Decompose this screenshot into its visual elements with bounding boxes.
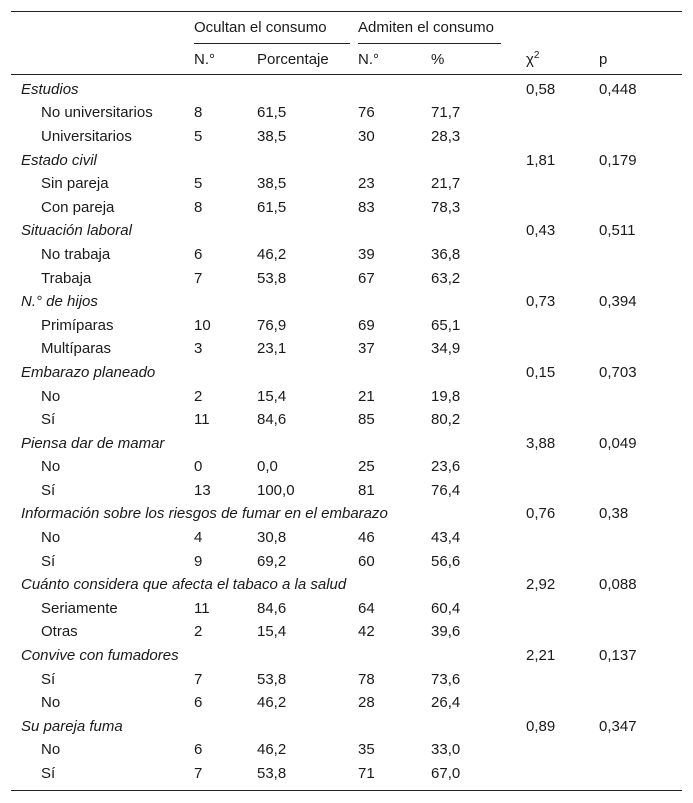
porcentaje-ocultan: 38,5: [257, 175, 287, 193]
row-label: Primíparas: [41, 316, 114, 334]
n-admiten: 30: [358, 127, 375, 145]
chi2-value: 3,88: [526, 434, 556, 452]
pct-admiten: 56,6: [431, 552, 461, 570]
porcentaje-ocultan: 0,0: [257, 458, 278, 476]
table-row: [11, 267, 682, 291]
pct-admiten: 26,4: [431, 694, 461, 712]
table-row: [11, 102, 682, 126]
n-ocultan: 2: [194, 623, 203, 641]
n-ocultan: 2: [194, 387, 203, 405]
table-row: [11, 621, 682, 645]
pct-admiten: 71,7: [431, 104, 461, 122]
p-value: 0,347: [599, 717, 637, 735]
n-admiten: 64: [358, 599, 375, 617]
p-value: 0,049: [599, 434, 637, 452]
row-label: Seriamente: [41, 599, 118, 617]
row-label: Sí: [41, 552, 56, 570]
row-label: Otras: [41, 623, 78, 641]
n-admiten: 85: [358, 411, 375, 429]
table-row: [11, 762, 682, 786]
col-header-n1: N.°: [194, 44, 257, 75]
pct-admiten: 60,4: [431, 599, 461, 617]
chi2-value: 0,73: [526, 293, 556, 311]
category-row: [11, 220, 682, 244]
row-label: Sin pareja: [41, 175, 109, 193]
table-row: [11, 526, 682, 550]
n-admiten: 78: [358, 670, 375, 688]
row-label: Situación laboral: [21, 222, 132, 240]
table-row: [11, 668, 682, 692]
p-value: 0,511: [599, 222, 636, 240]
table-body: [11, 75, 682, 786]
col-header-n2: N.°: [358, 44, 431, 75]
category-row: [11, 644, 682, 668]
porcentaje-ocultan: 46,2: [257, 741, 287, 759]
porcentaje-ocultan: 76,9: [257, 316, 287, 334]
p-value: 0,179: [599, 151, 637, 169]
porcentaje-ocultan: 100,0: [257, 481, 295, 499]
chi2-value: 0,15: [526, 363, 556, 381]
row-label: Universitarios: [41, 127, 132, 145]
n-ocultan: 7: [194, 670, 203, 688]
category-row: [11, 149, 682, 173]
n-admiten: 83: [358, 198, 375, 216]
group-header-admiten: Admiten el consumo: [358, 19, 494, 36]
porcentaje-ocultan: 84,6: [257, 411, 287, 429]
n-ocultan: 13: [194, 481, 211, 499]
col-header-pct: %: [431, 44, 526, 75]
chi2-value: 2,21: [526, 647, 556, 665]
n-ocultan: 11: [194, 411, 210, 429]
table-header: [11, 12, 682, 75]
porcentaje-ocultan: 53,8: [257, 670, 287, 688]
row-label: No: [41, 741, 61, 759]
row-label: Piensa dar de mamar: [21, 434, 165, 452]
row-label: Sí: [41, 670, 56, 688]
porcentaje-ocultan: 53,8: [257, 765, 287, 783]
table-row: [11, 550, 682, 574]
table-container: [11, 11, 682, 786]
pct-admiten: 21,7: [431, 175, 461, 193]
pct-admiten: 28,3: [431, 127, 461, 145]
pct-admiten: 19,8: [431, 387, 461, 405]
table-row: [11, 456, 682, 480]
chi2-value: 0,76: [526, 505, 556, 523]
row-label: N.° de hijos: [21, 293, 98, 311]
pct-admiten: 39,6: [431, 623, 461, 641]
row-label: Cuánto considera que afecta el tabaco a la salud: [21, 576, 347, 594]
n-admiten: 76: [358, 104, 375, 122]
category-row: [11, 290, 682, 314]
row-label: Su pareja fuma: [21, 717, 123, 735]
p-value: 0,448: [599, 80, 637, 98]
n-admiten: 60: [358, 552, 375, 570]
category-row: [11, 715, 682, 739]
n-admiten: 71: [358, 765, 375, 783]
n-ocultan: 3: [194, 340, 203, 358]
n-admiten: 81: [358, 481, 375, 499]
row-label: No: [41, 694, 61, 712]
table-row: [11, 408, 682, 432]
data-table: [11, 11, 682, 786]
table-row: [11, 385, 682, 409]
p-value: 0,088: [599, 576, 637, 594]
category-row: [11, 361, 682, 385]
table-row: [11, 172, 682, 196]
porcentaje-ocultan: 46,2: [257, 245, 287, 263]
table-row: [11, 125, 682, 149]
col-header-porcentaje: Porcentaje: [257, 44, 358, 75]
row-label: No trabaja: [41, 245, 111, 263]
p-value: 0,137: [599, 647, 637, 665]
n-ocultan: 6: [194, 694, 203, 712]
row-label: No: [41, 387, 61, 405]
n-admiten: 28: [358, 694, 375, 712]
row-label: Sí: [41, 765, 56, 783]
pct-admiten: 76,4: [431, 481, 461, 499]
table-row: [11, 314, 682, 338]
porcentaje-ocultan: 61,5: [257, 198, 287, 216]
pct-admiten: 78,3: [431, 198, 461, 216]
n-admiten: 67: [358, 269, 375, 287]
p-value: 0,394: [599, 293, 637, 311]
n-ocultan: 8: [194, 104, 203, 122]
row-label: Convive con fumadores: [21, 647, 179, 665]
row-label: Sí: [41, 411, 56, 429]
chi2-value: 0,58: [526, 80, 556, 98]
n-ocultan: 7: [194, 269, 203, 287]
group-header-ocultan: Ocultan el consumo: [194, 19, 327, 36]
category-row: [11, 432, 682, 456]
chi2-value: 2,92: [526, 576, 556, 594]
n-ocultan: 6: [194, 741, 203, 759]
row-label: Información sobre los riesgos de fumar en el embarazo: [21, 505, 388, 523]
table-bottom-rule: [11, 790, 682, 791]
category-row: [11, 573, 682, 597]
porcentaje-ocultan: 46,2: [257, 694, 287, 712]
n-admiten: 69: [358, 316, 375, 334]
row-label: Estado civil: [21, 151, 97, 169]
row-label: Sí: [41, 481, 56, 499]
table-row: [11, 739, 682, 763]
porcentaje-ocultan: 53,8: [257, 269, 287, 287]
pct-admiten: 65,1: [431, 316, 461, 334]
row-label: Multíparas: [41, 340, 112, 358]
row-label: No universitarios: [41, 104, 153, 122]
table-row: [11, 691, 682, 715]
row-label: Trabaja: [41, 269, 92, 287]
n-admiten: 39: [358, 245, 375, 263]
table-row: [11, 479, 682, 503]
pct-admiten: 80,2: [431, 411, 461, 429]
table-row: [11, 243, 682, 267]
row-label: Con pareja: [41, 198, 115, 216]
row-label: Estudios: [21, 80, 79, 98]
n-ocultan: 7: [194, 765, 203, 783]
n-admiten: 23: [358, 175, 375, 193]
porcentaje-ocultan: 38,5: [257, 127, 287, 145]
n-admiten: 46: [358, 529, 375, 547]
n-ocultan: 5: [194, 127, 203, 145]
chi2-value: 1,81: [526, 151, 556, 169]
p-value: 0,703: [599, 363, 637, 381]
porcentaje-ocultan: 15,4: [257, 387, 287, 405]
col-header-chi2: $\chi^2$: [526, 44, 599, 75]
chi2-value: 0,43: [526, 222, 556, 240]
n-ocultan: 8: [194, 198, 203, 216]
table-row: [11, 597, 682, 621]
n-admiten: 21: [358, 387, 375, 405]
table-row: [11, 338, 682, 362]
n-ocultan: 10: [194, 316, 211, 334]
pct-admiten: 73,6: [431, 670, 461, 688]
pct-admiten: 63,2: [431, 269, 461, 287]
n-ocultan: 6: [194, 245, 203, 263]
porcentaje-ocultan: 61,5: [257, 104, 287, 122]
category-row: [11, 503, 682, 527]
n-ocultan: 11: [194, 599, 210, 617]
row-label: No: [41, 458, 61, 476]
n-admiten: 35: [358, 741, 375, 759]
pct-admiten: 33,0: [431, 741, 461, 759]
n-admiten: 25: [358, 458, 375, 476]
porcentaje-ocultan: 84,6: [257, 599, 287, 617]
porcentaje-ocultan: 15,4: [257, 623, 287, 641]
col-header-p: p: [599, 44, 682, 75]
n-ocultan: 5: [194, 175, 203, 193]
n-ocultan: 4: [194, 529, 203, 547]
category-row: [11, 75, 682, 102]
pct-admiten: 23,6: [431, 458, 461, 476]
porcentaje-ocultan: 30,8: [257, 529, 287, 547]
pct-admiten: 36,8: [431, 245, 461, 263]
n-ocultan: 9: [194, 552, 203, 570]
row-label: No: [41, 529, 61, 547]
porcentaje-ocultan: 23,1: [257, 340, 287, 358]
n-ocultan: 0: [194, 458, 203, 476]
pct-admiten: 43,4: [431, 529, 461, 547]
table-row: [11, 196, 682, 220]
pct-admiten: 67,0: [431, 765, 461, 783]
p-value: 0,38: [599, 505, 629, 523]
chi2-value: 0,89: [526, 717, 556, 735]
n-admiten: 42: [358, 623, 375, 641]
porcentaje-ocultan: 69,2: [257, 552, 287, 570]
pct-admiten: 34,9: [431, 340, 461, 358]
row-label: Embarazo planeado: [21, 363, 156, 381]
n-admiten: 37: [358, 340, 375, 358]
